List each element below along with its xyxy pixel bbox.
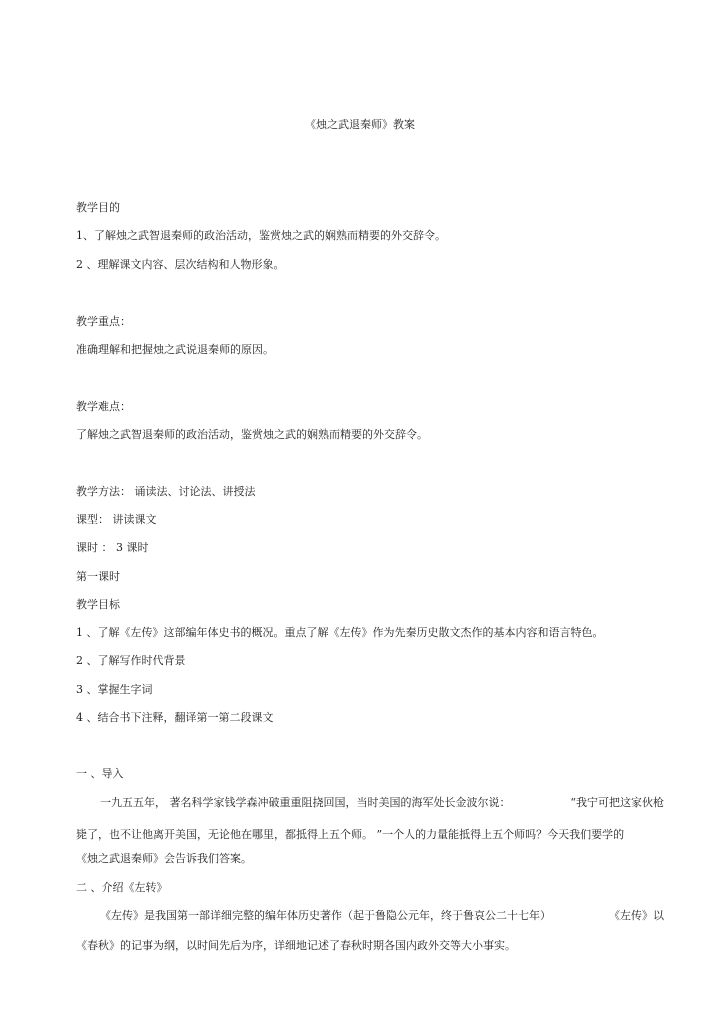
section2-para-line1-right: 《左传》以 xyxy=(609,909,664,922)
lesson1-goal-1: 1 、了解《左传》这部编年体史书的概况。重点了解《左传》作为先秦历史散文杰作的基本内容和语言特色。 xyxy=(76,626,604,639)
section2-heading: 二 、介绍《左转》 xyxy=(76,881,168,894)
section1-para-line3: 《烛之武退秦师》会告诉我们答案。 xyxy=(76,852,252,865)
objective-item-1: 1、了解烛之武智退秦师的政治活动，鉴赏烛之武的娴熟而精要的外交辞令。 xyxy=(76,229,446,242)
key-points-heading: 教学重点： xyxy=(76,315,131,328)
lesson1-heading: 第一课时 xyxy=(76,570,120,583)
key-points-text: 准确理解和把握烛之武说退秦师的原因。 xyxy=(76,343,274,356)
lesson1-goal-4: 4 、结合书下注释，翻译第一第二段课文 xyxy=(76,711,274,724)
section1-heading: 一 、导入 xyxy=(76,767,124,780)
section2-para-line2: 《春秋》的记事为纲，以时间先后为序，详细地记述了春秋时期各国内政外交等大小事实。 xyxy=(76,939,516,952)
section2-para-line1-left: 《左传》是我国第一部详细完整的编年体历史著作（起于鲁隐公元年，终于鲁哀公二十七年） xyxy=(100,909,551,922)
lesson1-goal-heading: 教学目标 xyxy=(76,598,120,611)
lesson1-goal-2: 2 、了解写作时代背景 xyxy=(76,654,186,667)
teaching-methods: 教学方法： 诵读法、讨论法、讲授法 xyxy=(76,485,256,498)
section1-para-line1 xyxy=(100,796,664,810)
difficulties-text: 了解烛之武智退秦师的政治活动，鉴赏烛之武的娴熟而精要的外交辞令。 xyxy=(76,428,428,441)
section1-para-line1-right: “我宁可把这家伙枪 xyxy=(570,796,664,809)
lesson-hours: 课时 ： 3 课时 xyxy=(76,541,149,554)
lesson1-goal-3: 3 、掌握生字词 xyxy=(76,683,153,696)
section1-para-line2: 毙了，也不让他离开美国，无论他在哪里，都抵得上五个师。 ”一个人的力量能抵得上五个师吗？今天我们要学的 xyxy=(76,828,625,841)
document-title: 《烛之武退秦师》教案 xyxy=(305,118,415,131)
section2-para-line1 xyxy=(100,909,664,923)
objectives-heading: 教学目的 xyxy=(76,201,120,214)
objective-item-2: 2 、理解课文内容、层次结构和人物形象。 xyxy=(76,258,285,271)
difficulties-heading: 教学难点： xyxy=(76,400,131,413)
section1-para-line1-left: 一九五五年， 著名科学家钱学森冲破重重阻挠回国，当时美国的海军处长金波尔说： xyxy=(100,796,511,809)
lesson-type: 课型： 讲读课文 xyxy=(76,513,157,526)
